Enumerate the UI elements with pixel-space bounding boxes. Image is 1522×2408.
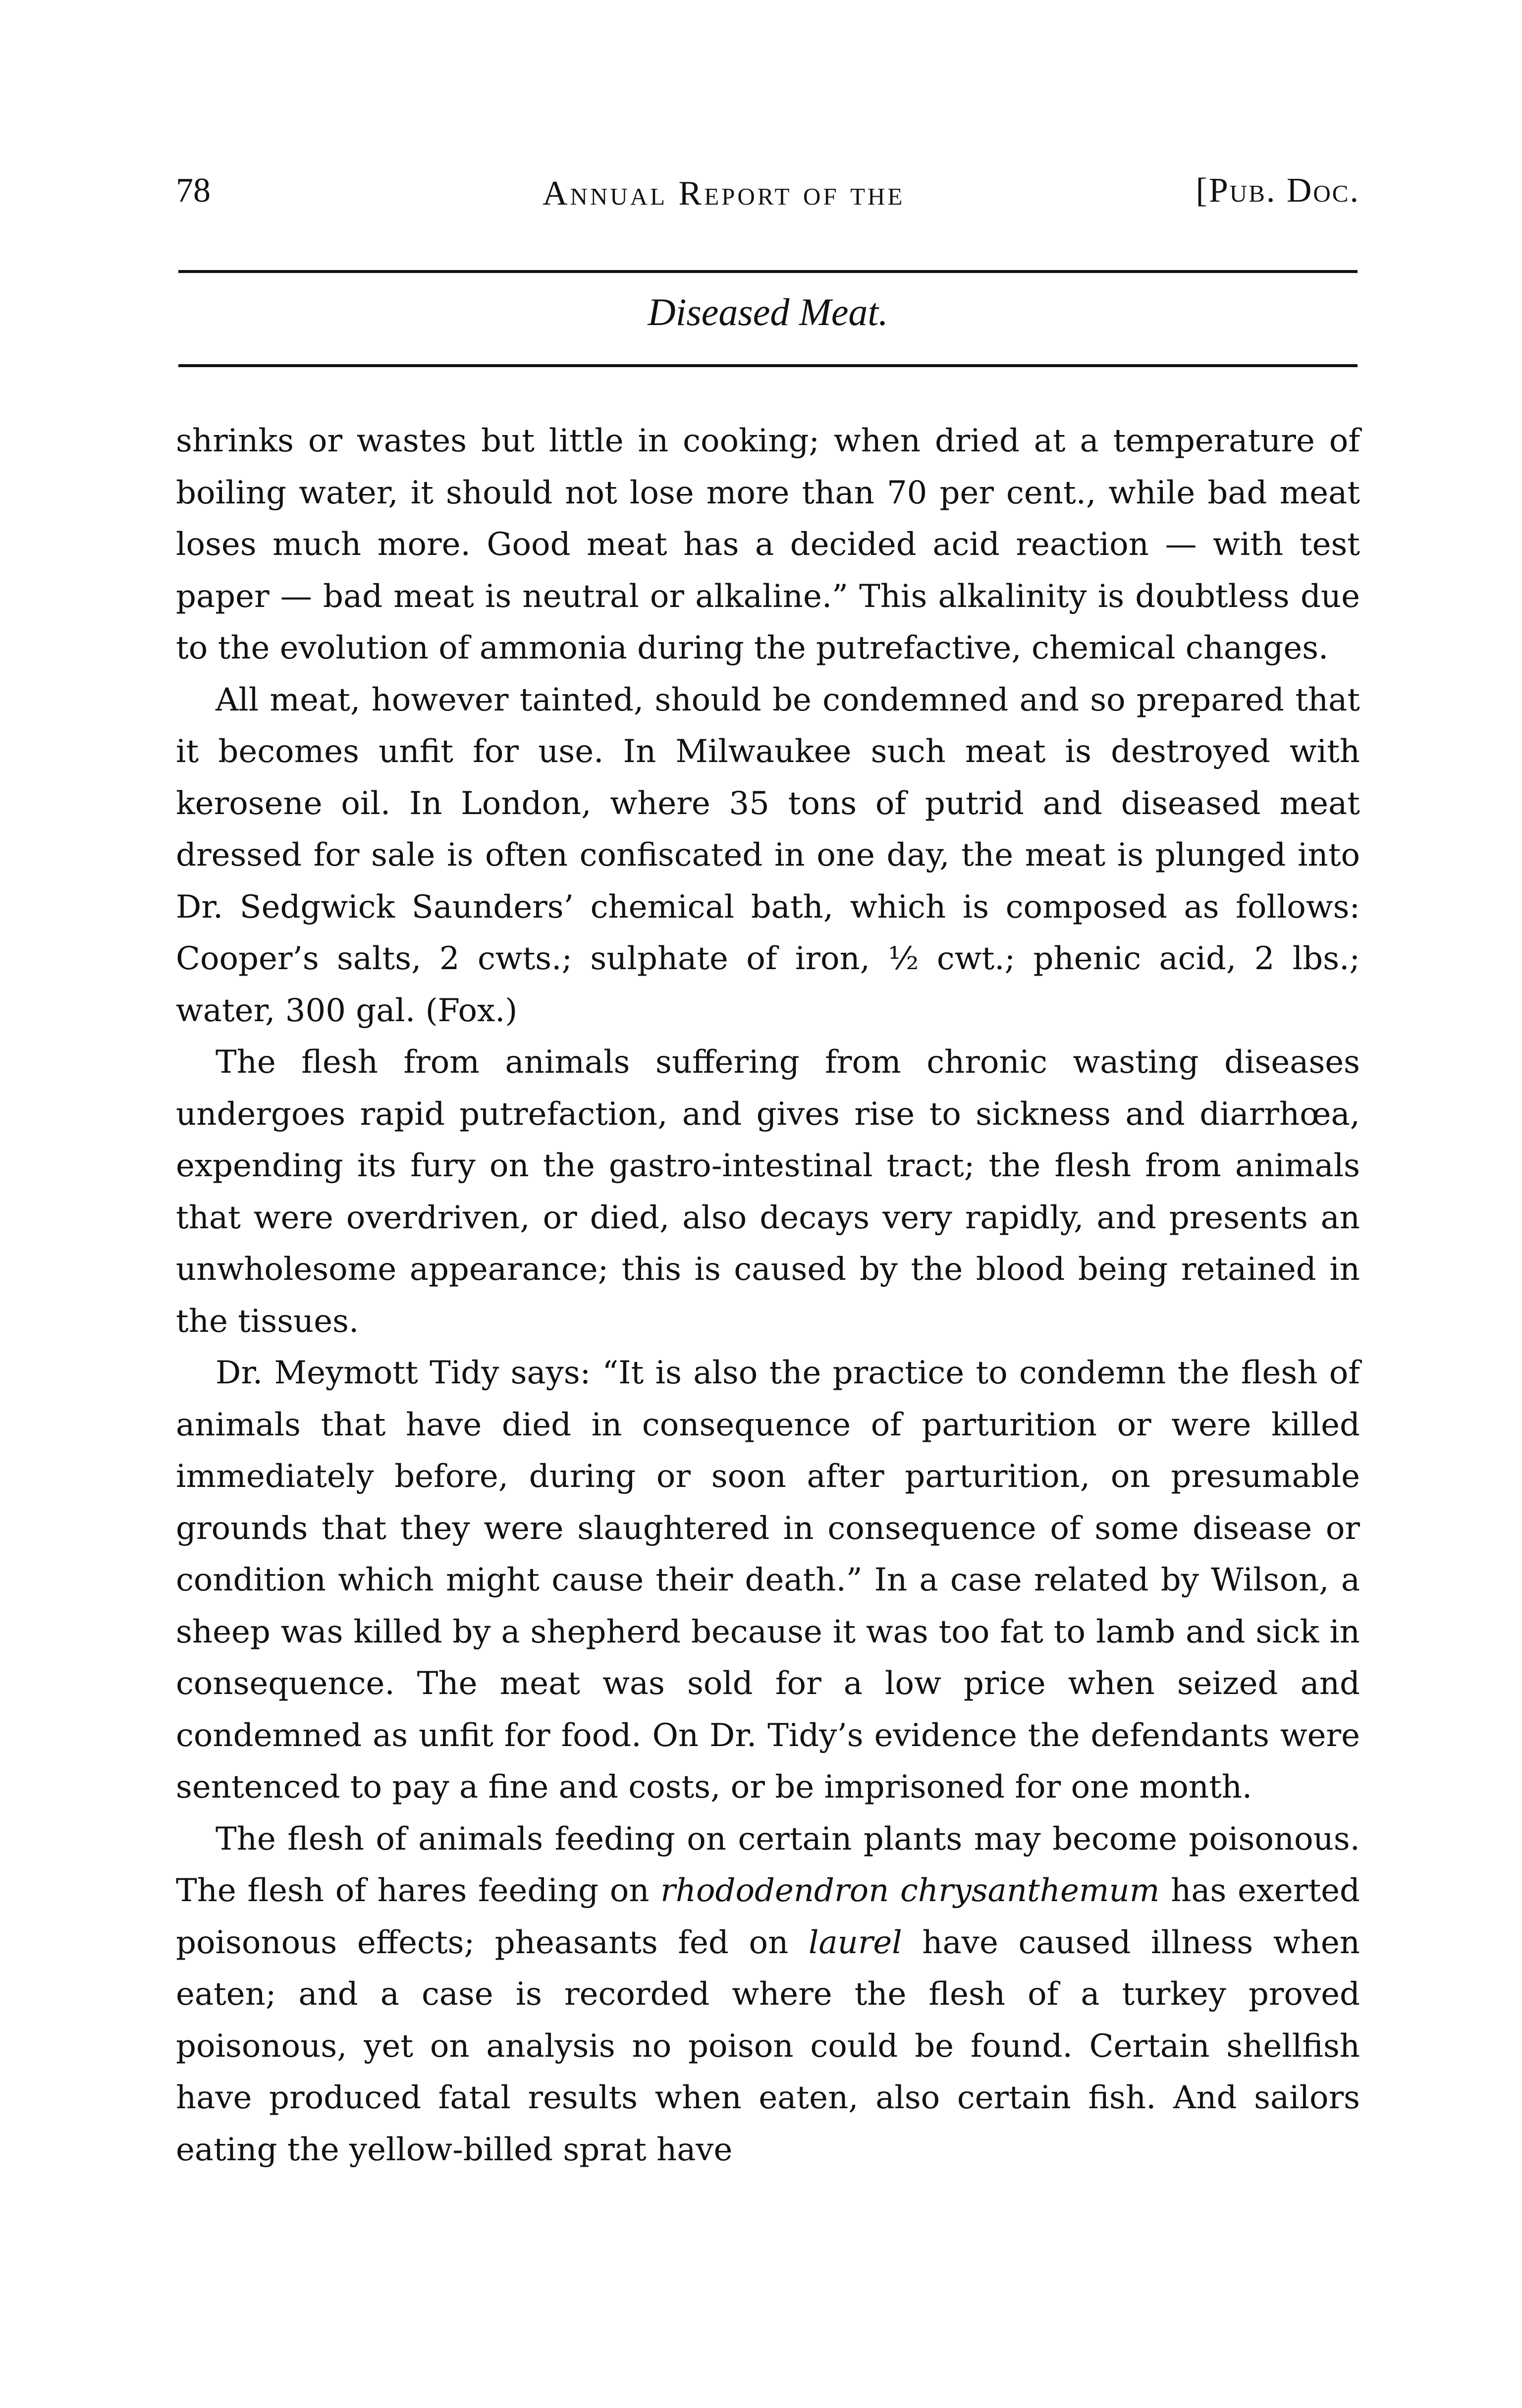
paragraph-5-text-a: The flesh of animals feeding on certain plants may become poisonous. The flesh of hares feeding on (176, 1820, 1360, 1909)
plant-name-laurel: laurel (808, 1924, 902, 1961)
paragraph-5-text-b: has exerted poisonous effects; pheasants fed on (176, 1872, 1360, 1961)
plant-name-rhododendron: rhododendron chrysanthemum (660, 1872, 1160, 1909)
paragraph-4: Dr. Meymott Tidy says: “It is also the practice to condemn the flesh of animals that have died in consequence of parturition or were killed immediately before, during or soon after parturition, on presumable grounds that they were slaughtered in consequence of some disease or condition which might cause their death.” In a case related by Wilson, a sheep was killed by a shepherd because it was too fat to lamb and sick in consequence. The meat was sold for a low price when seized and condemned as unfit for food. On Dr. Tidy’s evidence the defendants were sentenced to pay a fine and costs, or be imprisoned for one month. (176, 1355, 1360, 1806)
running-title: Annual Report of the (543, 174, 905, 213)
paragraph-5-text-c: have caused illness when eaten; and a case is recorded where the flesh of a turkey proved poisonous, yet on analysis no poison could be found. Certain shellfish have produced fatal results when eaten, also certain fish. And sailors eating the yellow-billed sprat have (176, 1924, 1360, 2168)
body-text (176, 415, 1360, 2176)
paragraph-2: All meat, however tainted, should be condemned and so prepared that it becomes unfit for use. In Milwaukee such meat is destroyed with kerosene oil. In London, where 35 tons of putrid and diseased meat dressed for sale is often confiscated in one day, the meat is plunged into Dr. Sedgwick Saunders’ chemical bath, which is composed as follows: Cooper’s salts, 2 cwts.; sulphate of iron, ½ cwt.; phenic acid, 2 lbs.; water, 300 gal. (Fox.) (176, 681, 1360, 1029)
bottom-rule (178, 364, 1358, 367)
section-title: Diseased Meat. (648, 290, 888, 333)
top-rule (178, 270, 1358, 273)
paragraph-5 (176, 1813, 1360, 2176)
page-number: 78 (176, 171, 211, 210)
page-header (176, 171, 1360, 220)
document-label: [Pub. Doc. (1196, 171, 1360, 210)
paragraph-1: shrinks or wastes but little in cooking; when dried at a temperature of boiling water, it should not lose more than 70 per cent., while bad meat loses much more. Good meat has a decided acid reaction — with test paper — bad meat is neutral or alkaline.” This alkalinity is doubtless due to the evolution of ammonia during the putrefactive, chemical changes. (176, 423, 1360, 666)
paragraph-3: The flesh from animals suffering from chronic wasting diseases undergoes rapid putrefaction, and gives rise to sickness and diarrhœa, expending its fury on the gastro-intestinal tract; the flesh from animals that were overdriven, or died, also decays very rapidly, and presents an unwholesome appearance; this is caused by the blood being retained in the tissues. (176, 1044, 1360, 1340)
